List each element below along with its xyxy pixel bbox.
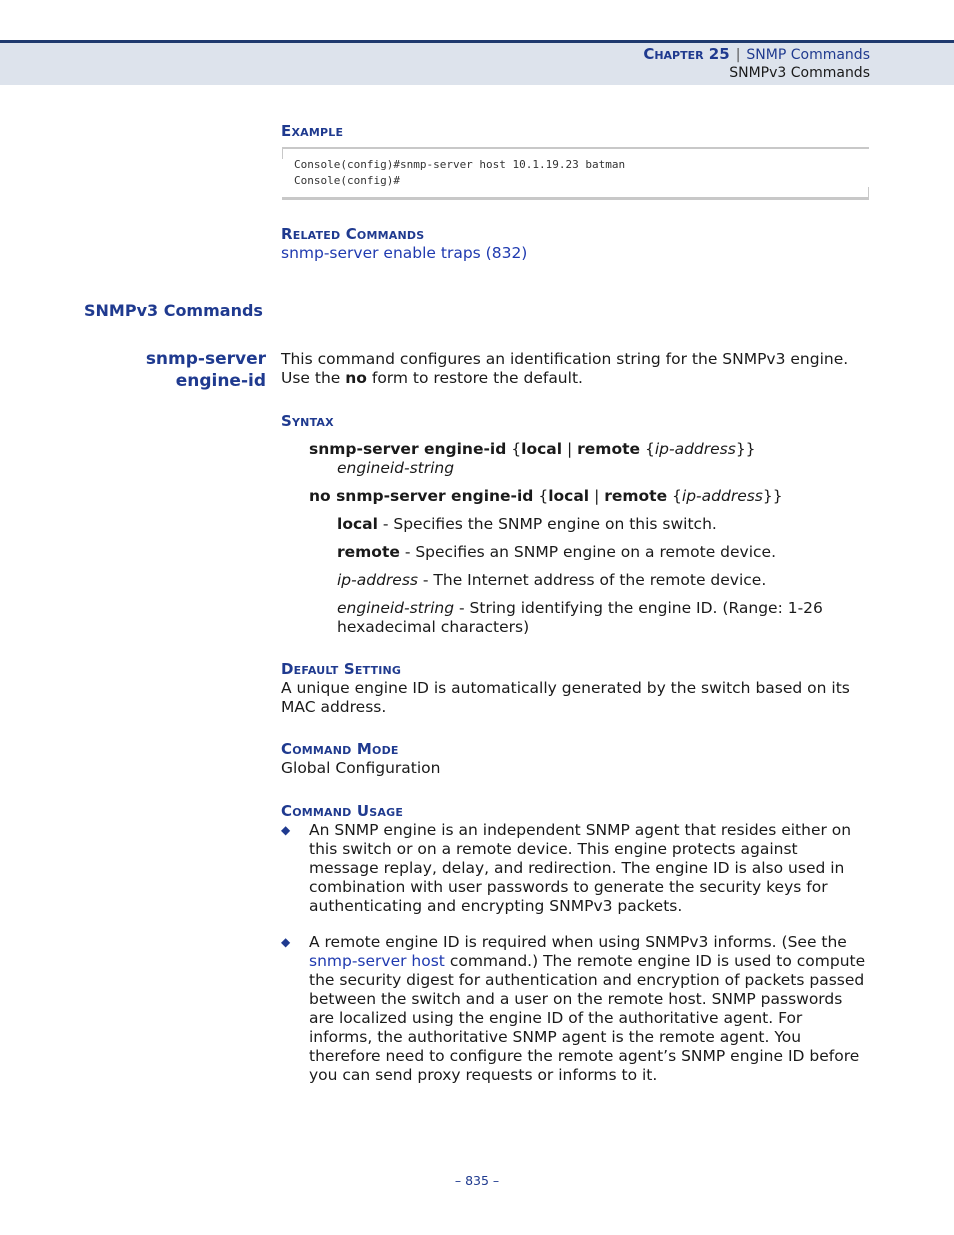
param-local: [337, 515, 877, 534]
text-line: informs, the authoritative SNMP agent is the remote agent. You: [309, 1028, 802, 1046]
text-line: Global Configuration: [281, 759, 441, 777]
text-line: message replay, delay, and redirection. The engine ID is also used in: [309, 859, 845, 877]
keyword-local: local: [521, 440, 563, 458]
syntax-command: snmp-server engine-id: [309, 440, 507, 458]
command-title-line: engine-id: [175, 371, 266, 391]
text: {: [640, 440, 655, 458]
text-line: are localized using the engine ID of the authoritative agent. For: [309, 1009, 803, 1027]
code-line: Console(config)#snmp-server host 10.1.19.23 batman: [294, 158, 626, 171]
syntax-line: [309, 440, 869, 459]
text: {: [533, 487, 549, 505]
section-running-title: SNMPv3 Commands: [729, 65, 870, 81]
code-line: Console(config)#: [294, 173, 400, 187]
syntax-form-1: [309, 440, 869, 478]
text-line: combination with user passwords to generate the security keys for: [309, 878, 828, 896]
code-example: [282, 147, 869, 200]
keyword-local: local: [548, 487, 590, 505]
text-line: A remote engine ID is required when using SNMPv3 informs. (See the: [309, 933, 847, 951]
text-line: authenticating and encrypting SNMPv3 packets.: [309, 897, 683, 915]
syntax-continuation: engineid-string: [337, 459, 455, 477]
command-title: [146, 348, 266, 392]
text-line: between the switch and a user on the remote host. SNMP passwords: [309, 990, 843, 1008]
param-term: ip-address: [337, 571, 418, 589]
bullet-diamond-icon: ◆: [281, 823, 291, 837]
param-description: - Specifies an SNMP engine on a remote device.: [399, 543, 776, 561]
keyword-remote: remote: [577, 440, 641, 458]
param-engineid-string: [337, 599, 877, 637]
text-line: the security digest for authentication and encryption of packets passed: [309, 971, 865, 989]
bullet-diamond-icon: ◆: [281, 935, 291, 949]
description-line: This command configures an identification string for the SNMPv3 engine.: [281, 350, 849, 368]
syntax-form-2: [309, 487, 869, 506]
text: {: [506, 440, 522, 458]
param-description: - Specifies the SNMP engine on this switch.: [377, 515, 717, 533]
param-remote: [337, 543, 877, 562]
header-separator: |: [735, 47, 741, 63]
syntax-line: [309, 487, 869, 506]
text-line: therefore need to configure the remote agent’s SNMP engine ID before: [309, 1047, 860, 1065]
text-line: you can send proxy requests or informs to it.: [309, 1066, 658, 1084]
text: }}: [735, 440, 756, 458]
text: |: [562, 440, 578, 458]
default-setting-text: [281, 679, 871, 717]
text-line: this switch or on a remote device. This engine protects against: [309, 840, 798, 858]
param-description: - String identifying the engine ID. (Range: 1-26: [454, 599, 823, 617]
text: Use the: [281, 369, 346, 387]
chapter-label: Chapter 25: [643, 45, 730, 63]
text: form to restore the default.: [366, 369, 583, 387]
keyword-no: no: [345, 369, 367, 387]
usage-bullet-1: [309, 821, 874, 916]
param-term: local: [337, 515, 378, 533]
param-ip-address: [337, 571, 877, 590]
usage-bullet-2: [309, 933, 874, 1085]
chapter-title: SNMP Commands: [746, 47, 870, 63]
related-command-link[interactable]: snmp-server enable traps (832): [281, 244, 528, 262]
description-line: [281, 369, 871, 388]
param-term: engineid-string: [337, 599, 455, 617]
command-usage-heading: Command Usage: [281, 802, 404, 820]
text: {: [667, 487, 682, 505]
related-commands-heading: Related Commands: [281, 225, 425, 243]
example-heading: Example: [281, 122, 344, 140]
command-title-line: snmp-server: [145, 349, 266, 369]
param-ip-address: ip-address: [654, 440, 736, 458]
snmp-server-host-link[interactable]: snmp-server host: [309, 952, 445, 970]
text-line: A unique engine ID is automatically generated by the switch based on its: [281, 679, 850, 697]
running-header: [643, 45, 870, 82]
command-mode-heading: Command Mode: [281, 740, 399, 758]
text: }}: [762, 487, 783, 505]
syntax-heading: Syntax: [281, 412, 334, 430]
keyword-remote: remote: [604, 487, 668, 505]
text-line: [309, 952, 874, 971]
default-setting-heading: Default Setting: [281, 660, 402, 678]
param-description: - The Internet address of the remote device.: [417, 571, 767, 589]
text: command.) The remote engine ID is used to compute: [444, 952, 866, 970]
param-ip-address: ip-address: [681, 487, 763, 505]
param-description: hexadecimal characters): [337, 618, 530, 636]
text-line: MAC address.: [281, 698, 387, 716]
text: |: [589, 487, 605, 505]
text-line: An SNMP engine is an independent SNMP agent that resides either on: [309, 821, 852, 839]
param-term: remote: [337, 543, 400, 561]
code-block: [282, 149, 869, 188]
syntax-command: no snmp-server engine-id: [309, 487, 534, 505]
section-title: SNMPv3 Commands: [84, 301, 263, 320]
command-description: [281, 350, 871, 388]
command-mode-text: [281, 759, 441, 778]
page-number: – 835 –: [454, 1173, 500, 1188]
